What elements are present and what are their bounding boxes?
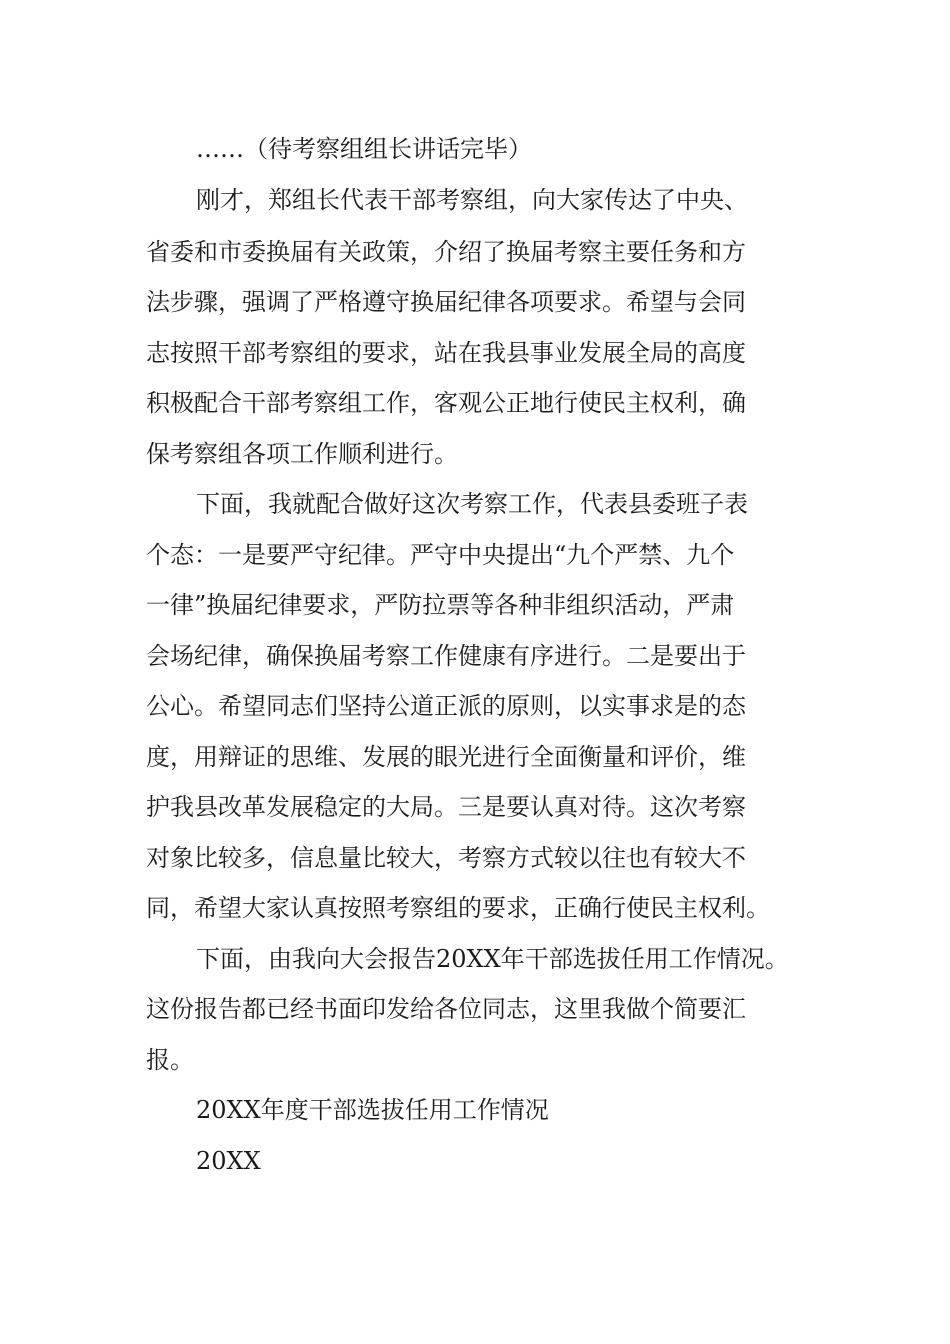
text-line: 公心。希望同志们坚持公道正派的原则，以实事求是的态 [146,692,746,720]
text-line: 法步骤，强调了严格遵守换届纪律各项要求。希望与会同 [146,288,746,316]
text-line: 刚才，郑组长代表干部考察组，向大家传达了中央、 [196,186,748,214]
text-line: 积极配合干部考察组工作，客观公正地行使民主权利，确 [146,389,746,417]
text-line: 20XX [196,1147,261,1175]
text-line: 这份报告都已经书面印发给各位同志，这里我做个简要汇 [146,995,746,1023]
text-line: 下面，由我向大会报告20XX年干部选拔任用工作情况。 [196,945,789,973]
text-line: 个态：一是要严守纪律。严守中央提出“九个严禁、九个 [146,541,735,569]
text-line: 会场纪律，确保换届考察工作健康有序进行。二是要出于 [146,642,746,670]
text-line: 志按照干部考察组的要求，站在我县事业发展全局的高度 [146,339,746,367]
text-line: 下面，我就配合做好这次考察工作，代表县委班子表 [196,490,748,518]
text-line: 度，用辩证的思维、发展的眼光进行全面衡量和评价，维 [146,743,746,771]
text-line: 保考察组各项工作顺利进行。 [146,440,458,468]
section-heading: 20XX年度干部选拔任用工作情况 [196,1096,549,1124]
text-line: ……（待考察组组长讲话完毕） [196,135,532,163]
text-line: 报。 [146,1046,194,1074]
text-line: 省委和市委换届有关政策，介绍了换届考察主要任务和方 [146,238,746,266]
text-line: 一律”换届纪律要求，严防拉票等各种非组织活动，严肃 [146,591,735,619]
text-line: 对象比较多，信息量比较大，考察方式较以往也有较大不 [146,844,746,872]
text-line: 同，希望大家认真按照考察组的要求，正确行使民主权利。 [146,894,770,922]
text-line: 护我县改革发展稳定的大局。三是要认真对待。这次考察 [146,793,746,821]
